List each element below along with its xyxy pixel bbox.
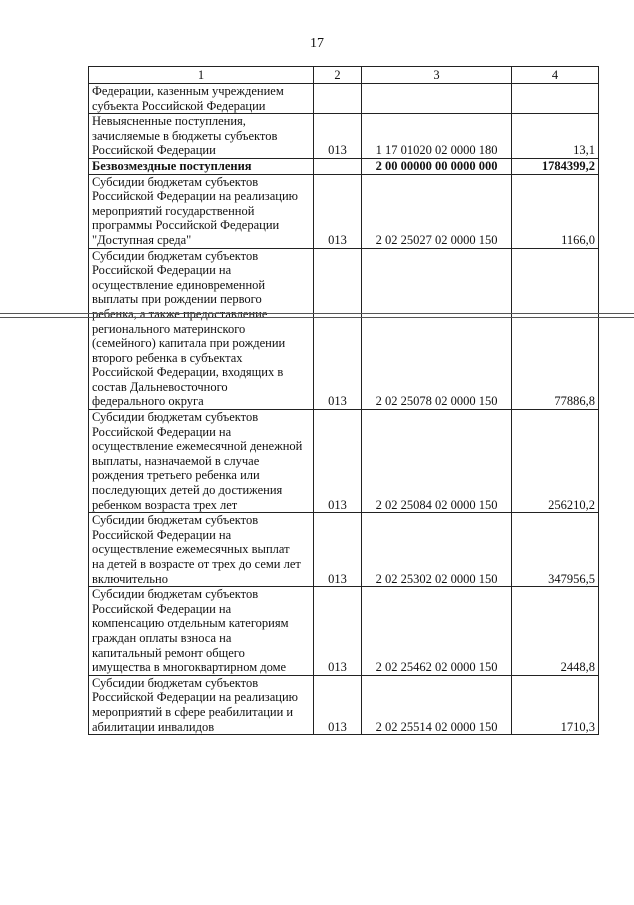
row-name-cell: Субсидии бюджетам субъектов Российской Федерации на реализацию мероприятий государственной программы Российской Федерации "Доступная среда" [89, 174, 314, 248]
row-sum-cell: 13,1 [512, 114, 599, 159]
table-row [89, 158, 599, 174]
row-kbk-cell [362, 84, 512, 114]
row-sum-cell: 347956,5 [512, 513, 599, 587]
row-code-cell: 013 [314, 174, 362, 248]
row-kbk-cell: 2 02 25302 02 0000 150 [362, 513, 512, 587]
row-kbk-cell: 2 02 25027 02 0000 150 [362, 174, 512, 248]
row-kbk-cell: 2 02 25084 02 0000 150 [362, 410, 512, 513]
row-sum-cell: 77886,8 [512, 248, 599, 410]
scan-fold-line [0, 317, 634, 318]
row-sum-cell: 1710,3 [512, 675, 599, 734]
row-kbk-cell: 2 02 25462 02 0000 150 [362, 587, 512, 676]
table-row [89, 174, 599, 248]
row-sum-cell [512, 84, 599, 114]
table-row [89, 675, 599, 734]
row-code-cell: 013 [314, 410, 362, 513]
scan-fold-line [0, 313, 634, 314]
row-sum-cell: 2448,8 [512, 587, 599, 676]
row-kbk-cell: 2 02 25514 02 0000 150 [362, 675, 512, 734]
table-row [89, 114, 599, 159]
table-row [89, 84, 599, 114]
column-header-2: 2 [314, 67, 362, 84]
row-name-cell: Субсидии бюджетам субъектов Российской Федерации на осуществление единовременной выплаты при рождении первого ребенка, а также предоставление регионального материнского (семейного) капитала при рождении второго ребенка в субъектах Российской Федерации, входящих в состав Дальневосточного федерального округа [89, 248, 314, 410]
row-code-cell: 013 [314, 248, 362, 410]
row-sum-cell: 1166,0 [512, 174, 599, 248]
table-row [89, 587, 599, 676]
row-name-cell: Федерации, казенным учреждением субъекта Российской Федерации [89, 84, 314, 114]
table-row [89, 410, 599, 513]
table-row [89, 513, 599, 587]
row-sum-cell: 256210,2 [512, 410, 599, 513]
column-header-4: 4 [512, 67, 599, 84]
row-kbk-cell: 2 00 00000 00 0000 000 [362, 158, 512, 174]
row-name-cell: Невыясненные поступления, зачисляемые в бюджеты субъектов Российской Федерации [89, 114, 314, 159]
row-name-cell: Субсидии бюджетам субъектов Российской Федерации на реализацию мероприятий в сфере реабилитации и абилитации инвалидов [89, 675, 314, 734]
row-code-cell: 013 [314, 587, 362, 676]
column-header-3: 3 [362, 67, 512, 84]
row-kbk-cell: 1 17 01020 02 0000 180 [362, 114, 512, 159]
table-header-row [89, 67, 599, 84]
row-code-cell: 013 [314, 675, 362, 734]
row-code-cell [314, 84, 362, 114]
row-code-cell [314, 158, 362, 174]
row-code-cell: 013 [314, 114, 362, 159]
row-name-cell: Субсидии бюджетам субъектов Российской Федерации на осуществление ежемесячной денежной выплаты, назначаемой в случае рождения третьего ребенка или последующих детей до достижения ребенком возраста трех лет [89, 410, 314, 513]
row-kbk-cell: 2 02 25078 02 0000 150 [362, 248, 512, 410]
column-header-1: 1 [89, 67, 314, 84]
row-code-cell: 013 [314, 513, 362, 587]
page-number: 17 [310, 36, 324, 51]
row-name-cell: Субсидии бюджетам субъектов Российской Федерации на осуществление ежемесячных выплат на детей в возрасте от трех до семи лет включительно [89, 513, 314, 587]
row-name-cell: Безвозмездные поступления [89, 158, 314, 174]
row-sum-cell: 1784399,2 [512, 158, 599, 174]
row-name-cell: Субсидии бюджетам субъектов Российской Федерации на компенсацию отдельным категориям граждан оплаты взноса на капитальный ремонт общего имущества в многоквартирном доме [89, 587, 314, 676]
revenue-table [88, 66, 599, 735]
table-row [89, 248, 599, 410]
